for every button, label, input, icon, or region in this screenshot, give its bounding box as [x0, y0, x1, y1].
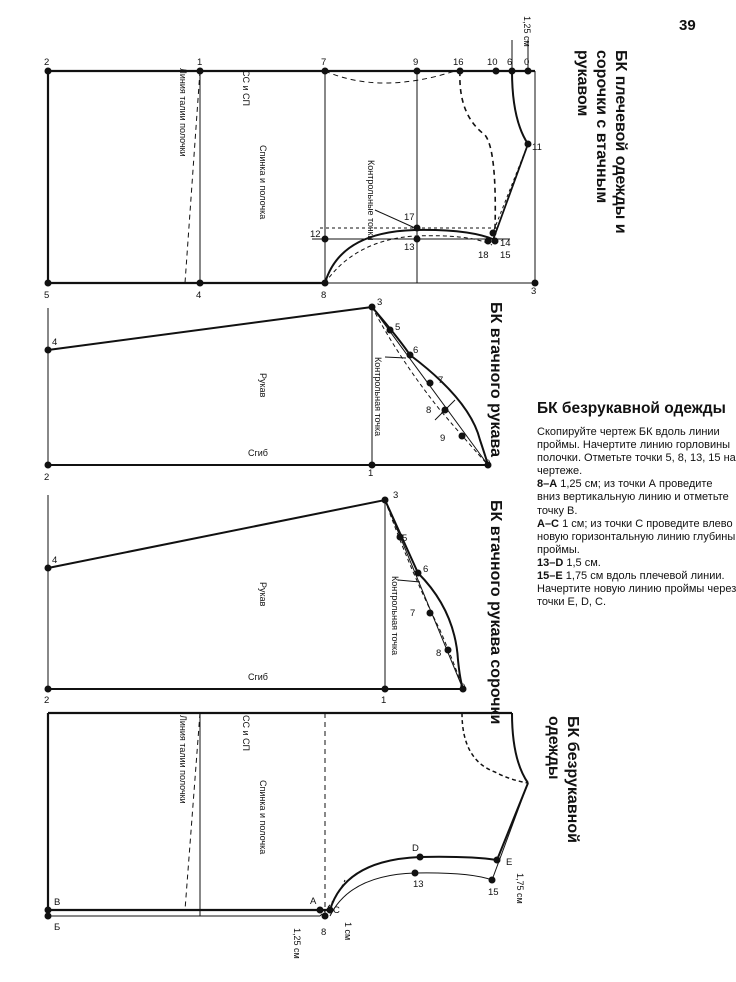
- svg-text:9: 9: [413, 57, 419, 68]
- svg-text:13: 13: [413, 879, 424, 890]
- drawing-labels: [178, 16, 532, 959]
- label-m1: 1 см: [343, 922, 353, 941]
- svg-text:8: 8: [436, 648, 442, 659]
- svg-text:8: 8: [321, 927, 327, 938]
- step-text: 1,75 см вдоль плечевой линии.: [565, 570, 725, 583]
- svg-text:Б: Б: [54, 922, 61, 933]
- title-shirt-sleeve: БК втачного рукава сорочки: [487, 500, 504, 725]
- svg-text:10: 10: [487, 57, 498, 68]
- svg-text:1: 1: [197, 57, 203, 68]
- label-m175: 1,75 см: [515, 873, 525, 904]
- title-sleeveless: БК безрукавной одежды: [545, 716, 581, 843]
- svg-text:4: 4: [196, 290, 202, 301]
- svg-text:15: 15: [500, 250, 511, 261]
- label-sleeve-1: Рукав: [258, 373, 268, 398]
- label-m125-1: 1,25 см: [522, 16, 532, 47]
- svg-text:1: 1: [368, 468, 374, 479]
- label-cc-cp-2: СС и СП: [241, 715, 251, 751]
- instructions-step: [537, 478, 736, 517]
- step-text: 1 см; из точки С проведите влево новую горизонтальную линию глубины проймы.: [537, 517, 736, 556]
- svg-text:14: 14: [500, 238, 511, 249]
- step-key: 8–A: [537, 478, 558, 491]
- svg-text:6: 6: [413, 345, 419, 356]
- label-fold-1: Сгиб: [248, 448, 268, 458]
- svg-text:9: 9: [440, 433, 446, 444]
- svg-text:6: 6: [507, 57, 513, 68]
- title-sleeve: БК втачного рукава: [487, 302, 504, 457]
- svg-text:5: 5: [395, 322, 401, 333]
- svg-text:3: 3: [531, 286, 537, 297]
- label-control-point-1: Контрольная точка: [373, 357, 383, 437]
- svg-text:7: 7: [321, 57, 327, 68]
- svg-text:8: 8: [321, 290, 327, 301]
- instructions-intro: Скопируйте чертеж БК вдоль линии проймы. Начертите линию горловины полочки. Отметьте точки 5, 8, 13, 15 на чертеже.: [537, 426, 736, 478]
- instructions: [537, 400, 736, 609]
- svg-text:1: 1: [381, 695, 387, 706]
- svg-text:2: 2: [44, 57, 50, 68]
- instructions-step: [537, 518, 736, 557]
- svg-text:8: 8: [426, 405, 432, 416]
- label-fold-2: Сгиб: [248, 672, 268, 682]
- label-back-front-2: Спинка и полочка: [258, 780, 268, 855]
- step-text: 1,5 см.: [566, 556, 601, 569]
- label-waist-line-2: Линия талии полочки: [178, 715, 188, 804]
- svg-text:18: 18: [478, 250, 489, 261]
- label-control-points: Контрольные точки: [366, 160, 376, 241]
- svg-text:7: 7: [438, 375, 444, 386]
- sleeveless-diagram: [48, 713, 528, 916]
- instructions-outro: Начертите новую линию проймы через точки E, D, C.: [537, 583, 736, 609]
- label-waist-line-1: Линия талии полочки: [178, 68, 188, 157]
- label-cc-cp-1: СС и СП: [241, 70, 251, 106]
- svg-text:4: 4: [52, 555, 58, 566]
- label-sleeve-2: Рукав: [258, 582, 268, 607]
- label-back-front-1: Спинка и полочка: [258, 145, 268, 220]
- svg-text:6: 6: [423, 564, 429, 575]
- svg-text:C: C: [333, 905, 340, 916]
- svg-text:11: 11: [532, 142, 542, 153]
- svg-text:E: E: [506, 857, 513, 868]
- svg-text:5: 5: [44, 290, 50, 301]
- svg-text:15: 15: [488, 887, 499, 898]
- svg-text:16: 16: [453, 57, 464, 68]
- step-key: A–C: [537, 517, 560, 530]
- svg-text:2: 2: [44, 472, 50, 483]
- svg-text:0: 0: [485, 458, 491, 469]
- instructions-heading: БК безрукавной одежды: [537, 400, 726, 417]
- svg-text:B: B: [54, 897, 61, 908]
- step-key: 15–E: [537, 570, 563, 583]
- title-shoulder: БК плечевой одежды и сорочки с втачным рукавом: [574, 50, 629, 234]
- pattern-points: [45, 68, 539, 920]
- svg-text:2: 2: [44, 695, 50, 706]
- svg-text:7: 7: [410, 608, 416, 619]
- step-text: 1,25 см; из точки А проведите вниз вертикальную линию и отметьте точку В.: [537, 478, 729, 517]
- svg-text:3: 3: [377, 297, 383, 308]
- label-control-point-2: Контрольная точка: [390, 576, 400, 656]
- step-key: 13–D: [537, 556, 564, 569]
- svg-text:12: 12: [310, 229, 321, 240]
- bodice-diagram: [48, 40, 535, 283]
- instructions-step: [537, 570, 736, 583]
- label-m125-2: 1,25 см: [292, 928, 302, 959]
- svg-text:0: 0: [460, 682, 466, 693]
- page-number: 39: [679, 17, 696, 34]
- point-labels: [44, 57, 542, 941]
- svg-text:4: 4: [52, 337, 58, 348]
- svg-text:17: 17: [404, 212, 415, 223]
- svg-text:13: 13: [404, 242, 415, 253]
- instructions-step: [537, 557, 736, 570]
- svg-text:0: 0: [524, 57, 530, 68]
- svg-text:5: 5: [402, 533, 408, 544]
- svg-text:3: 3: [393, 490, 399, 501]
- svg-text:D: D: [412, 843, 419, 854]
- svg-text:A: A: [310, 896, 317, 907]
